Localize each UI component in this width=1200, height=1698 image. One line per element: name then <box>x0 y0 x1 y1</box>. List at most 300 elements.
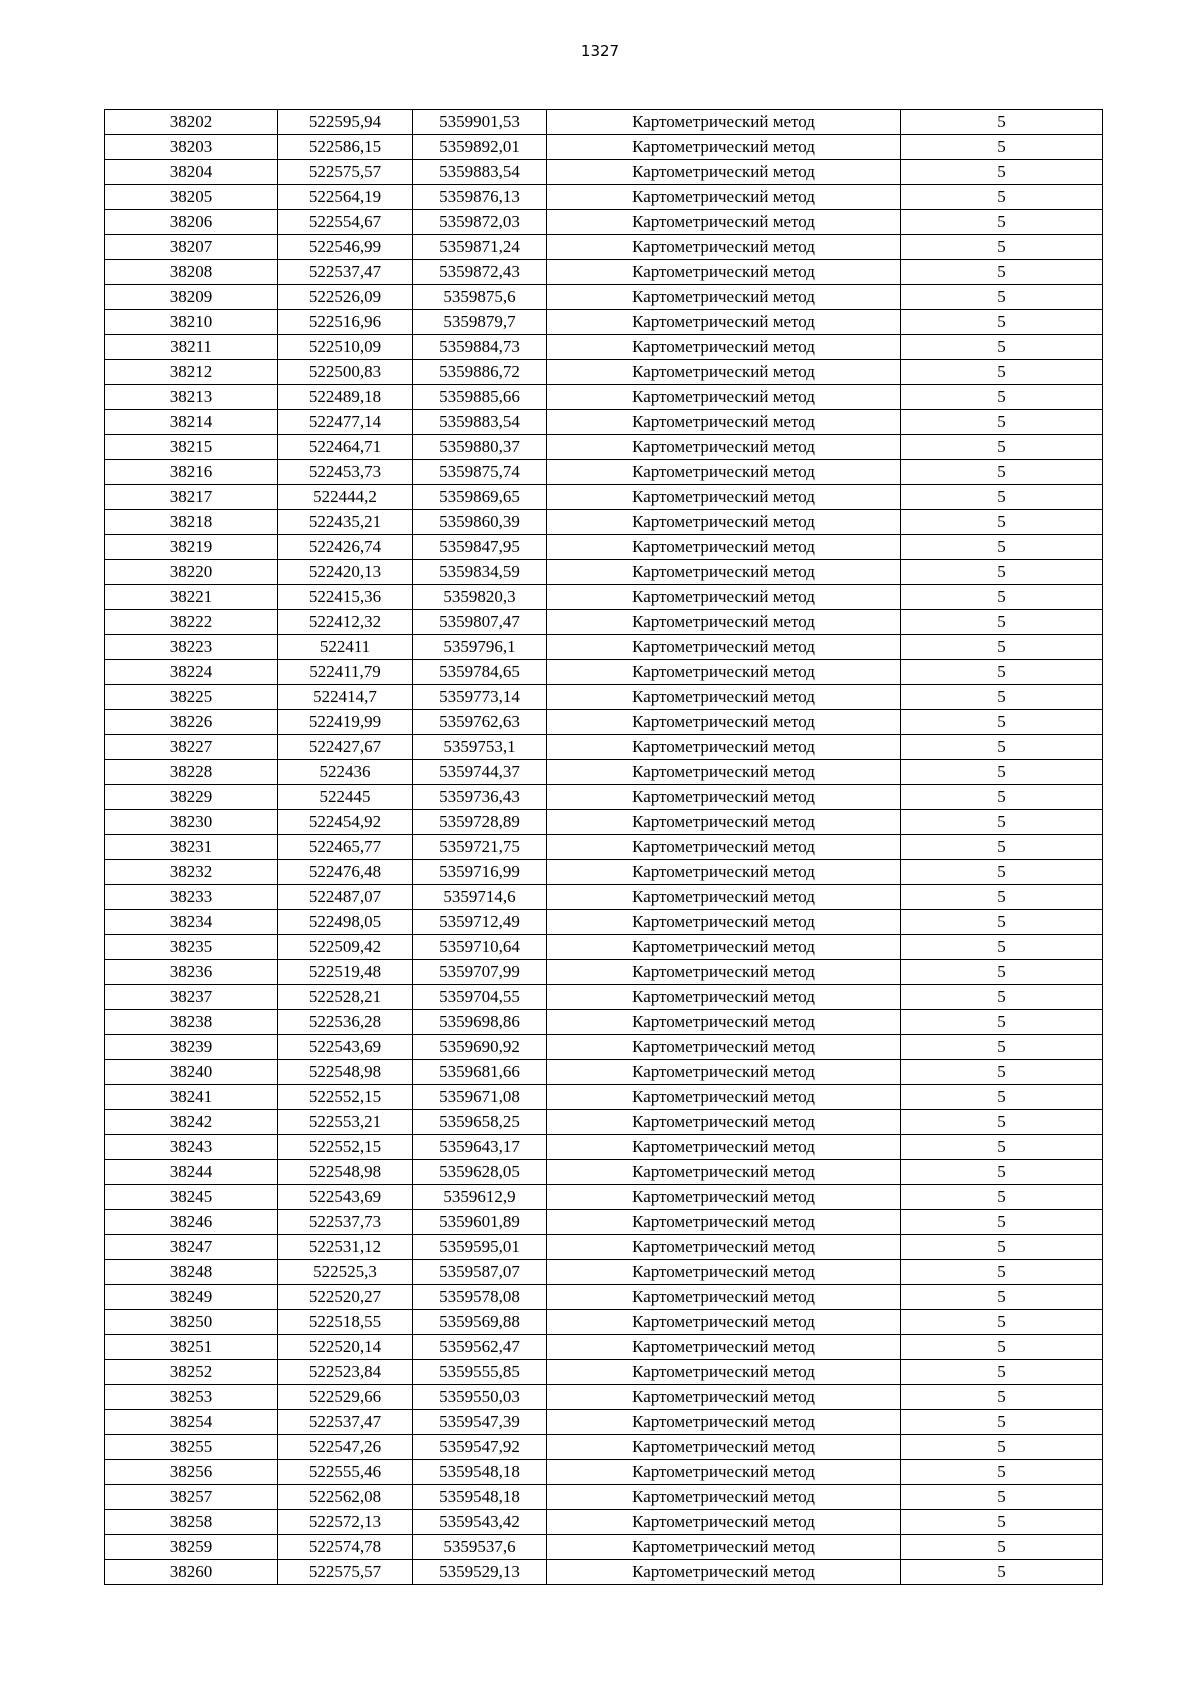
table-row <box>105 1010 1103 1035</box>
accuracy-cell: 5 <box>901 685 1103 710</box>
y-coordinate-cell: 5359543,42 <box>413 1510 547 1535</box>
accuracy-cell: 5 <box>901 835 1103 860</box>
accuracy-cell: 5 <box>901 1260 1103 1285</box>
accuracy-cell: 5 <box>901 285 1103 310</box>
method-cell: Картометрический метод <box>547 935 901 960</box>
accuracy-cell: 5 <box>901 935 1103 960</box>
y-coordinate-cell: 5359883,54 <box>413 410 547 435</box>
table-row <box>105 985 1103 1010</box>
y-coordinate-cell: 5359698,86 <box>413 1010 547 1035</box>
accuracy-cell: 5 <box>901 635 1103 660</box>
method-cell: Картометрический метод <box>547 1360 901 1385</box>
accuracy-cell: 5 <box>901 1485 1103 1510</box>
accuracy-cell: 5 <box>901 1010 1103 1035</box>
y-coordinate-cell: 5359886,72 <box>413 360 547 385</box>
accuracy-cell: 5 <box>901 210 1103 235</box>
y-coordinate-cell: 5359820,3 <box>413 585 547 610</box>
point-number-cell: 38253 <box>105 1385 278 1410</box>
accuracy-cell: 5 <box>901 1560 1103 1585</box>
y-coordinate-cell: 5359834,59 <box>413 560 547 585</box>
table-row <box>105 560 1103 585</box>
accuracy-cell: 5 <box>901 985 1103 1010</box>
accuracy-cell: 5 <box>901 485 1103 510</box>
accuracy-cell: 5 <box>901 1185 1103 1210</box>
method-cell: Картометрический метод <box>547 1010 901 1035</box>
table-row <box>105 1285 1103 1310</box>
x-coordinate-cell: 522554,67 <box>278 210 413 235</box>
table-row <box>105 135 1103 160</box>
point-number-cell: 38250 <box>105 1310 278 1335</box>
y-coordinate-cell: 5359714,6 <box>413 885 547 910</box>
x-coordinate-cell: 522444,2 <box>278 485 413 510</box>
x-coordinate-cell: 522426,74 <box>278 535 413 560</box>
accuracy-cell: 5 <box>901 360 1103 385</box>
x-coordinate-cell: 522586,15 <box>278 135 413 160</box>
table-row <box>105 1135 1103 1160</box>
table-row <box>105 1235 1103 1260</box>
table-row <box>105 1260 1103 1285</box>
y-coordinate-cell: 5359744,37 <box>413 760 547 785</box>
method-cell: Картометрический метод <box>547 560 901 585</box>
accuracy-cell: 5 <box>901 1035 1103 1060</box>
point-number-cell: 38252 <box>105 1360 278 1385</box>
y-coordinate-cell: 5359548,18 <box>413 1485 547 1510</box>
method-cell: Картометрический метод <box>547 1135 901 1160</box>
method-cell: Картометрический метод <box>547 1185 901 1210</box>
point-number-cell: 38216 <box>105 460 278 485</box>
y-coordinate-cell: 5359784,65 <box>413 660 547 685</box>
accuracy-cell: 5 <box>901 510 1103 535</box>
y-coordinate-cell: 5359773,14 <box>413 685 547 710</box>
table-row <box>105 1485 1103 1510</box>
table-row <box>105 285 1103 310</box>
accuracy-cell: 5 <box>901 1285 1103 1310</box>
table-row <box>105 360 1103 385</box>
method-cell: Картометрический метод <box>547 885 901 910</box>
y-coordinate-cell: 5359901,53 <box>413 110 547 135</box>
x-coordinate-cell: 522520,14 <box>278 1335 413 1360</box>
x-coordinate-cell: 522529,66 <box>278 1385 413 1410</box>
x-coordinate-cell: 522489,18 <box>278 385 413 410</box>
x-coordinate-cell: 522562,08 <box>278 1485 413 1510</box>
x-coordinate-cell: 522575,57 <box>278 160 413 185</box>
point-number-cell: 38210 <box>105 310 278 335</box>
method-cell: Картометрический метод <box>547 1285 901 1310</box>
table-row <box>105 735 1103 760</box>
x-coordinate-cell: 522546,99 <box>278 235 413 260</box>
accuracy-cell: 5 <box>901 335 1103 360</box>
point-number-cell: 38234 <box>105 910 278 935</box>
table-row <box>105 1510 1103 1535</box>
accuracy-cell: 5 <box>901 735 1103 760</box>
method-cell: Картометрический метод <box>547 385 901 410</box>
y-coordinate-cell: 5359562,47 <box>413 1335 547 1360</box>
accuracy-cell: 5 <box>901 1110 1103 1135</box>
point-number-cell: 38251 <box>105 1335 278 1360</box>
table-row <box>105 785 1103 810</box>
x-coordinate-cell: 522547,26 <box>278 1435 413 1460</box>
table-row <box>105 1560 1103 1585</box>
method-cell: Картометрический метод <box>547 260 901 285</box>
table-row <box>105 935 1103 960</box>
accuracy-cell: 5 <box>901 1085 1103 1110</box>
x-coordinate-cell: 522548,98 <box>278 1060 413 1085</box>
accuracy-cell: 5 <box>901 910 1103 935</box>
y-coordinate-cell: 5359807,47 <box>413 610 547 635</box>
x-coordinate-cell: 522414,7 <box>278 685 413 710</box>
accuracy-cell: 5 <box>901 535 1103 560</box>
point-number-cell: 38241 <box>105 1085 278 1110</box>
table-row <box>105 760 1103 785</box>
method-cell: Картометрический метод <box>547 1210 901 1235</box>
accuracy-cell: 5 <box>901 460 1103 485</box>
table-row <box>105 210 1103 235</box>
method-cell: Картометрический метод <box>547 585 901 610</box>
y-coordinate-cell: 5359869,65 <box>413 485 547 510</box>
y-coordinate-cell: 5359847,95 <box>413 535 547 560</box>
method-cell: Картометрический метод <box>547 685 901 710</box>
x-coordinate-cell: 522572,13 <box>278 1510 413 1535</box>
y-coordinate-cell: 5359707,99 <box>413 960 547 985</box>
accuracy-cell: 5 <box>901 885 1103 910</box>
x-coordinate-cell: 522555,46 <box>278 1460 413 1485</box>
y-coordinate-cell: 5359529,13 <box>413 1560 547 1585</box>
accuracy-cell: 5 <box>901 1535 1103 1560</box>
point-number-cell: 38205 <box>105 185 278 210</box>
method-cell: Картометрический метод <box>547 910 901 935</box>
x-coordinate-cell: 522553,21 <box>278 1110 413 1135</box>
y-coordinate-cell: 5359690,92 <box>413 1035 547 1060</box>
table-row <box>105 860 1103 885</box>
x-coordinate-cell: 522419,99 <box>278 710 413 735</box>
accuracy-cell: 5 <box>901 160 1103 185</box>
y-coordinate-cell: 5359628,05 <box>413 1160 547 1185</box>
y-coordinate-cell: 5359716,99 <box>413 860 547 885</box>
point-number-cell: 38206 <box>105 210 278 235</box>
x-coordinate-cell: 522415,36 <box>278 585 413 610</box>
x-coordinate-cell: 522519,48 <box>278 960 413 985</box>
accuracy-cell: 5 <box>901 1310 1103 1335</box>
accuracy-cell: 5 <box>901 760 1103 785</box>
method-cell: Картометрический метод <box>547 335 901 360</box>
table-row <box>105 185 1103 210</box>
y-coordinate-cell: 5359871,24 <box>413 235 547 260</box>
method-cell: Картометрический метод <box>547 535 901 560</box>
method-cell: Картометрический метод <box>547 310 901 335</box>
table-row <box>105 260 1103 285</box>
point-number-cell: 38219 <box>105 535 278 560</box>
y-coordinate-cell: 5359876,13 <box>413 185 547 210</box>
accuracy-cell: 5 <box>901 1435 1103 1460</box>
point-number-cell: 38209 <box>105 285 278 310</box>
x-coordinate-cell: 522536,28 <box>278 1010 413 1035</box>
accuracy-cell: 5 <box>901 435 1103 460</box>
y-coordinate-cell: 5359872,43 <box>413 260 547 285</box>
table-row <box>105 160 1103 185</box>
table-row <box>105 310 1103 335</box>
point-number-cell: 38259 <box>105 1535 278 1560</box>
point-number-cell: 38212 <box>105 360 278 385</box>
x-coordinate-cell: 522477,14 <box>278 410 413 435</box>
accuracy-cell: 5 <box>901 310 1103 335</box>
point-number-cell: 38245 <box>105 1185 278 1210</box>
method-cell: Картометрический метод <box>547 1410 901 1435</box>
point-number-cell: 38233 <box>105 885 278 910</box>
table-row <box>105 1060 1103 1085</box>
table-row <box>105 110 1103 135</box>
y-coordinate-cell: 5359753,1 <box>413 735 547 760</box>
y-coordinate-cell: 5359875,6 <box>413 285 547 310</box>
accuracy-cell: 5 <box>901 260 1103 285</box>
point-number-cell: 38257 <box>105 1485 278 1510</box>
x-coordinate-cell: 522510,09 <box>278 335 413 360</box>
method-cell: Картометрический метод <box>547 285 901 310</box>
x-coordinate-cell: 522528,21 <box>278 985 413 1010</box>
accuracy-cell: 5 <box>901 1160 1103 1185</box>
table-row <box>105 1535 1103 1560</box>
x-coordinate-cell: 522552,15 <box>278 1135 413 1160</box>
x-coordinate-cell: 522543,69 <box>278 1035 413 1060</box>
point-number-cell: 38221 <box>105 585 278 610</box>
x-coordinate-cell: 522575,57 <box>278 1560 413 1585</box>
accuracy-cell: 5 <box>901 1235 1103 1260</box>
point-number-cell: 38203 <box>105 135 278 160</box>
y-coordinate-cell: 5359884,73 <box>413 335 547 360</box>
y-coordinate-cell: 5359704,55 <box>413 985 547 1010</box>
method-cell: Картометрический метод <box>547 1510 901 1535</box>
accuracy-cell: 5 <box>901 1335 1103 1360</box>
point-number-cell: 38220 <box>105 560 278 585</box>
method-cell: Картометрический метод <box>547 1435 901 1460</box>
y-coordinate-cell: 5359601,89 <box>413 1210 547 1235</box>
point-number-cell: 38215 <box>105 435 278 460</box>
x-coordinate-cell: 522564,19 <box>278 185 413 210</box>
method-cell: Картометрический метод <box>547 460 901 485</box>
table-row <box>105 510 1103 535</box>
method-cell: Картометрический метод <box>547 360 901 385</box>
y-coordinate-cell: 5359555,85 <box>413 1360 547 1385</box>
method-cell: Картометрический метод <box>547 210 901 235</box>
x-coordinate-cell: 522498,05 <box>278 910 413 935</box>
point-number-cell: 38230 <box>105 810 278 835</box>
point-number-cell: 38240 <box>105 1060 278 1085</box>
y-coordinate-cell: 5359550,03 <box>413 1385 547 1410</box>
table-row <box>105 835 1103 860</box>
method-cell: Картометрический метод <box>547 435 901 460</box>
table-row <box>105 885 1103 910</box>
point-number-cell: 38223 <box>105 635 278 660</box>
table-row <box>105 1410 1103 1435</box>
table-row <box>105 410 1103 435</box>
accuracy-cell: 5 <box>901 610 1103 635</box>
table-row <box>105 535 1103 560</box>
y-coordinate-cell: 5359860,39 <box>413 510 547 535</box>
accuracy-cell: 5 <box>901 235 1103 260</box>
x-coordinate-cell: 522526,09 <box>278 285 413 310</box>
table-row <box>105 1160 1103 1185</box>
accuracy-cell: 5 <box>901 660 1103 685</box>
point-number-cell: 38247 <box>105 1235 278 1260</box>
accuracy-cell: 5 <box>901 185 1103 210</box>
accuracy-cell: 5 <box>901 810 1103 835</box>
point-number-cell: 38202 <box>105 110 278 135</box>
y-coordinate-cell: 5359885,66 <box>413 385 547 410</box>
method-cell: Картометрический метод <box>547 635 901 660</box>
method-cell: Картометрический метод <box>547 810 901 835</box>
table-row <box>105 960 1103 985</box>
accuracy-cell: 5 <box>901 960 1103 985</box>
table-row <box>105 1185 1103 1210</box>
point-number-cell: 38238 <box>105 1010 278 1035</box>
x-coordinate-cell: 522487,07 <box>278 885 413 910</box>
method-cell: Картометрический метод <box>547 1235 901 1260</box>
y-coordinate-cell: 5359872,03 <box>413 210 547 235</box>
point-number-cell: 38237 <box>105 985 278 1010</box>
table-row <box>105 385 1103 410</box>
x-coordinate-cell: 522518,55 <box>278 1310 413 1335</box>
accuracy-cell: 5 <box>901 1360 1103 1385</box>
x-coordinate-cell: 522543,69 <box>278 1185 413 1210</box>
method-cell: Картометрический метод <box>547 760 901 785</box>
y-coordinate-cell: 5359537,6 <box>413 1535 547 1560</box>
point-number-cell: 38225 <box>105 685 278 710</box>
method-cell: Картометрический метод <box>547 1160 901 1185</box>
y-coordinate-cell: 5359612,9 <box>413 1185 547 1210</box>
y-coordinate-cell: 5359879,7 <box>413 310 547 335</box>
point-number-cell: 38218 <box>105 510 278 535</box>
y-coordinate-cell: 5359681,66 <box>413 1060 547 1085</box>
x-coordinate-cell: 522476,48 <box>278 860 413 885</box>
table-row <box>105 335 1103 360</box>
x-coordinate-cell: 522552,15 <box>278 1085 413 1110</box>
table-row <box>105 1385 1103 1410</box>
x-coordinate-cell: 522453,73 <box>278 460 413 485</box>
point-number-cell: 38242 <box>105 1110 278 1135</box>
y-coordinate-cell: 5359892,01 <box>413 135 547 160</box>
x-coordinate-cell: 522516,96 <box>278 310 413 335</box>
x-coordinate-cell: 522500,83 <box>278 360 413 385</box>
accuracy-cell: 5 <box>901 1410 1103 1435</box>
y-coordinate-cell: 5359578,08 <box>413 1285 547 1310</box>
method-cell: Картометрический метод <box>547 660 901 685</box>
x-coordinate-cell: 522595,94 <box>278 110 413 135</box>
method-cell: Картометрический метод <box>547 485 901 510</box>
x-coordinate-cell: 522548,98 <box>278 1160 413 1185</box>
y-coordinate-cell: 5359587,07 <box>413 1260 547 1285</box>
x-coordinate-cell: 522435,21 <box>278 510 413 535</box>
y-coordinate-cell: 5359643,17 <box>413 1135 547 1160</box>
point-number-cell: 38226 <box>105 710 278 735</box>
method-cell: Картометрический метод <box>547 185 901 210</box>
coordinates-table-body <box>105 110 1103 1585</box>
y-coordinate-cell: 5359796,1 <box>413 635 547 660</box>
table-row <box>105 1085 1103 1110</box>
table-row <box>105 710 1103 735</box>
point-number-cell: 38211 <box>105 335 278 360</box>
method-cell: Картометрический метод <box>547 1085 901 1110</box>
x-coordinate-cell: 522574,78 <box>278 1535 413 1560</box>
y-coordinate-cell: 5359880,37 <box>413 435 547 460</box>
y-coordinate-cell: 5359721,75 <box>413 835 547 860</box>
y-coordinate-cell: 5359569,88 <box>413 1310 547 1335</box>
y-coordinate-cell: 5359762,63 <box>413 710 547 735</box>
method-cell: Картометрический метод <box>547 510 901 535</box>
x-coordinate-cell: 522436 <box>278 760 413 785</box>
accuracy-cell: 5 <box>901 1210 1103 1235</box>
x-coordinate-cell: 522427,67 <box>278 735 413 760</box>
y-coordinate-cell: 5359548,18 <box>413 1460 547 1485</box>
point-number-cell: 38236 <box>105 960 278 985</box>
point-number-cell: 38224 <box>105 660 278 685</box>
y-coordinate-cell: 5359736,43 <box>413 785 547 810</box>
point-number-cell: 38207 <box>105 235 278 260</box>
y-coordinate-cell: 5359547,92 <box>413 1435 547 1460</box>
point-number-cell: 38204 <box>105 160 278 185</box>
method-cell: Картометрический метод <box>547 235 901 260</box>
point-number-cell: 38254 <box>105 1410 278 1435</box>
accuracy-cell: 5 <box>901 1460 1103 1485</box>
x-coordinate-cell: 522520,27 <box>278 1285 413 1310</box>
point-number-cell: 38213 <box>105 385 278 410</box>
point-number-cell: 38231 <box>105 835 278 860</box>
method-cell: Картометрический метод <box>547 1035 901 1060</box>
point-number-cell: 38248 <box>105 1260 278 1285</box>
point-number-cell: 38235 <box>105 935 278 960</box>
accuracy-cell: 5 <box>901 785 1103 810</box>
method-cell: Картометрический метод <box>547 110 901 135</box>
point-number-cell: 38246 <box>105 1210 278 1235</box>
x-coordinate-cell: 522537,73 <box>278 1210 413 1235</box>
table-row <box>105 635 1103 660</box>
table-row <box>105 1110 1103 1135</box>
y-coordinate-cell: 5359710,64 <box>413 935 547 960</box>
x-coordinate-cell: 522411 <box>278 635 413 660</box>
table-row <box>105 685 1103 710</box>
point-number-cell: 38222 <box>105 610 278 635</box>
point-number-cell: 38217 <box>105 485 278 510</box>
method-cell: Картометрический метод <box>547 610 901 635</box>
method-cell: Картометрический метод <box>547 1260 901 1285</box>
method-cell: Картометрический метод <box>547 1485 901 1510</box>
point-number-cell: 38255 <box>105 1435 278 1460</box>
point-number-cell: 38260 <box>105 1560 278 1585</box>
table-row <box>105 435 1103 460</box>
y-coordinate-cell: 5359671,08 <box>413 1085 547 1110</box>
method-cell: Картометрический метод <box>547 835 901 860</box>
x-coordinate-cell: 522531,12 <box>278 1235 413 1260</box>
y-coordinate-cell: 5359875,74 <box>413 460 547 485</box>
table-row <box>105 1310 1103 1335</box>
method-cell: Картометрический метод <box>547 1060 901 1085</box>
method-cell: Картометрический метод <box>547 160 901 185</box>
y-coordinate-cell: 5359595,01 <box>413 1235 547 1260</box>
table-row <box>105 910 1103 935</box>
method-cell: Картометрический метод <box>547 135 901 160</box>
method-cell: Картометрический метод <box>547 985 901 1010</box>
method-cell: Картометрический метод <box>547 1560 901 1585</box>
accuracy-cell: 5 <box>901 410 1103 435</box>
x-coordinate-cell: 522523,84 <box>278 1360 413 1385</box>
x-coordinate-cell: 522465,77 <box>278 835 413 860</box>
point-number-cell: 38258 <box>105 1510 278 1535</box>
accuracy-cell: 5 <box>901 1060 1103 1085</box>
method-cell: Картометрический метод <box>547 1535 901 1560</box>
method-cell: Картометрический метод <box>547 410 901 435</box>
x-coordinate-cell: 522464,71 <box>278 435 413 460</box>
point-number-cell: 38227 <box>105 735 278 760</box>
table-row <box>105 460 1103 485</box>
x-coordinate-cell: 522420,13 <box>278 560 413 585</box>
